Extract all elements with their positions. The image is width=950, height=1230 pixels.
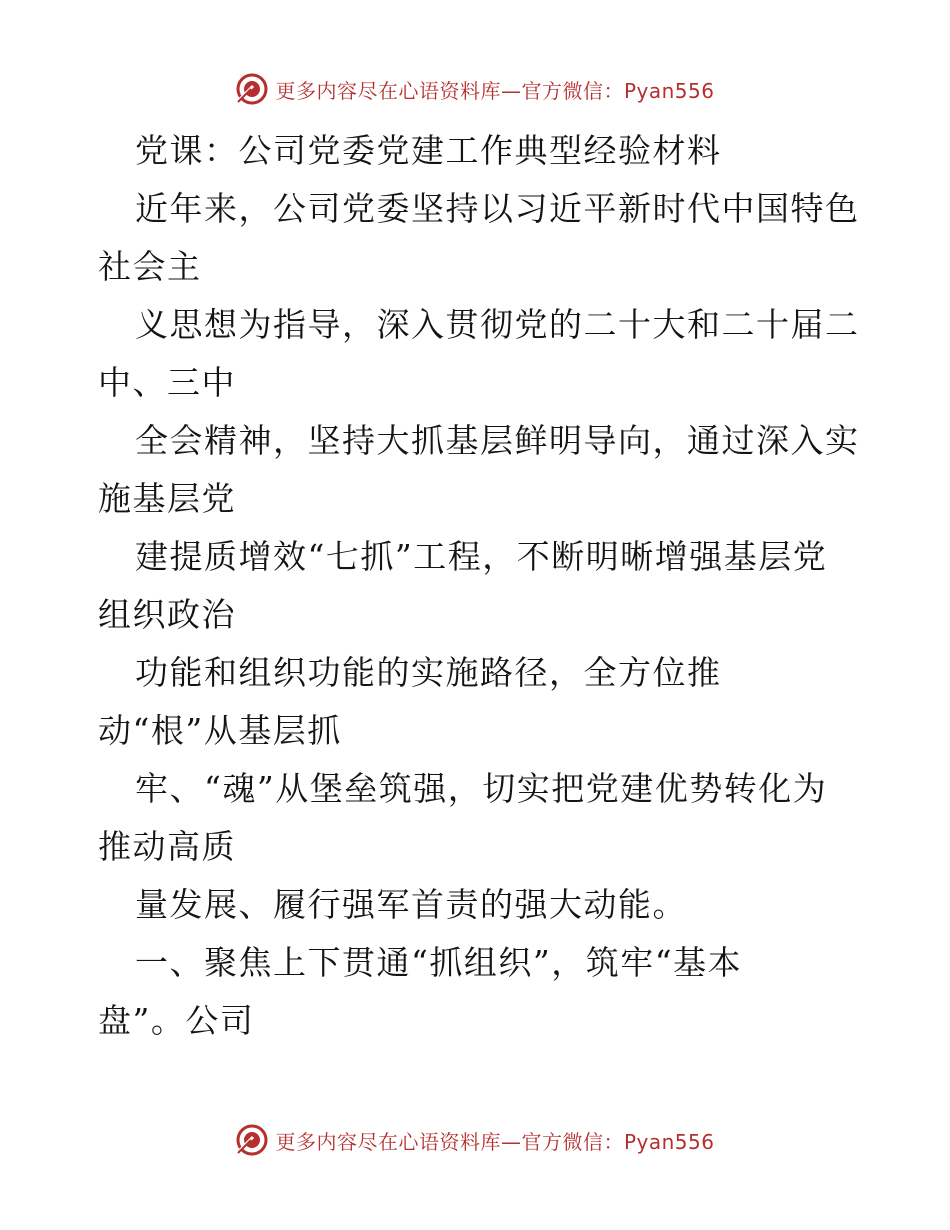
pen-logo-icon: [235, 1123, 269, 1157]
document-line: 功能和组织功能的实施路径，全方位推: [135, 653, 722, 692]
document-line: 盘”。公司: [98, 1001, 255, 1040]
document-line: 一、聚焦上下贯通“抓组织”，筑牢“基本: [135, 943, 743, 982]
document-line: 量发展、履行强军首责的强大动能。: [135, 885, 687, 924]
document-line: 社会主: [98, 247, 202, 286]
document-line: 中、三中: [98, 363, 236, 402]
footer-watermark-text: 更多内容尽在心语资料库—官方微信：Pyan556: [275, 1129, 715, 1154]
document-line: 动“根”从基层抓: [98, 711, 342, 750]
document-body: [98, 122, 858, 1050]
pen-logo-icon: [235, 72, 269, 106]
header-watermark: [0, 72, 950, 106]
document-line: 近年来，公司党委坚持以习近平新时代中国特色: [135, 189, 860, 228]
document-line: 组织政治: [98, 595, 236, 634]
document-line: 牢、“魂”从堡垒筑强，切实把党建优势转化为: [135, 769, 828, 808]
document-line: 推动高质: [98, 827, 236, 866]
document-line: 施基层党: [98, 479, 236, 518]
footer-watermark: [0, 1123, 950, 1157]
header-watermark-text: 更多内容尽在心语资料库—官方微信：Pyan556: [275, 78, 715, 103]
document-line: 全会精神，坚持大抓基层鲜明导向，通过深入实: [135, 421, 860, 460]
document-line: 建提质增效“七抓”工程，不断明晰增强基层党: [135, 537, 828, 576]
document-line: 党课：公司党委党建工作典型经验材料: [135, 131, 722, 170]
document-line: 义思想为指导，深入贯彻党的二十大和二十届二: [135, 305, 860, 344]
